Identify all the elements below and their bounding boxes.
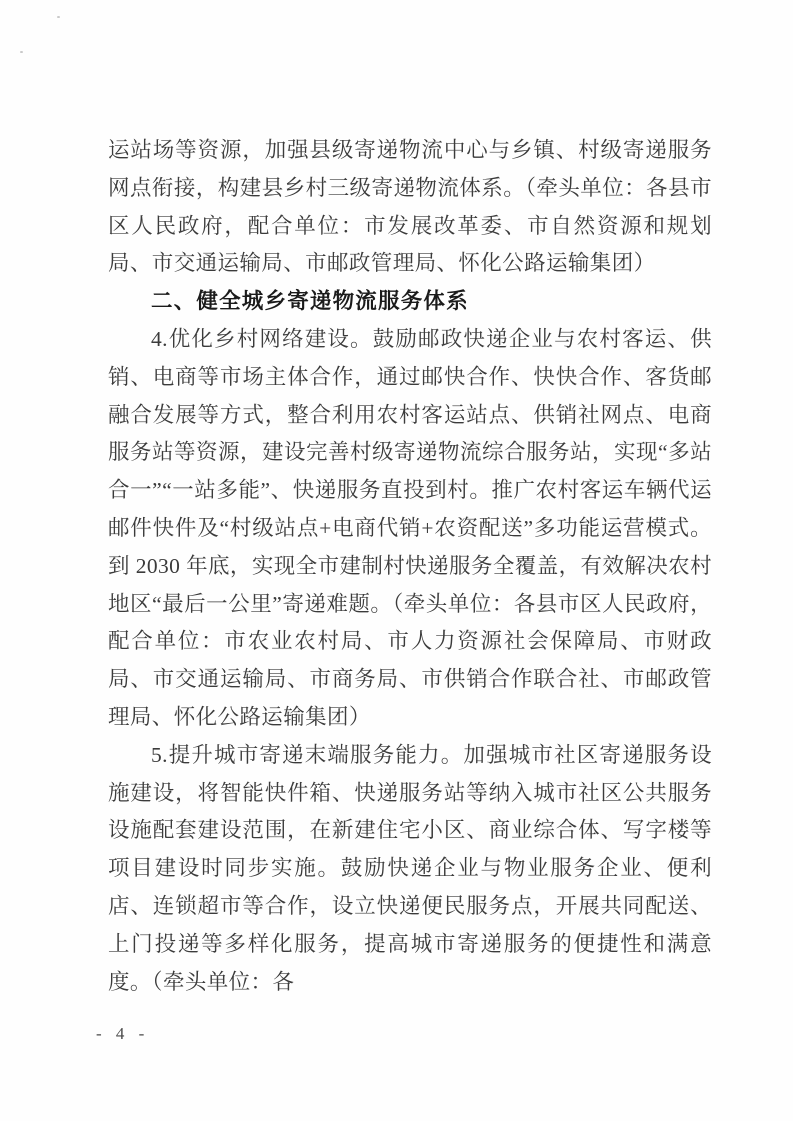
scan-artifact-speck <box>20 51 23 53</box>
paragraph-item-4: 4.优化乡村网络建设。鼓励邮政快递企业与农村客运、供销、电商等市场主体合作，通过邮快合作、快快合作、客货邮融合发展等方式，整合利用农村客运站点、供销社网点、电商服务站等资源，建设完善村级寄递物流综合服务站，实现“多站合一”“一站多能”、快递服务直投到村。推广农村客运车辆代运邮件快件及“村级站点+电商代销+农资配送”多功能运营模式。到 2030 年底，实现全市建制村快递服务全覆盖，有效解决农村地区“最后一公里”寄递难题。（牵头单位：各县市区人民政府，配合单位：市农业农村局、市人力资源社会保障局、市财政局、市交通运输局、市商务局、市供销合作联合社、市邮政管理局、怀化公路运输集团） <box>108 326 712 729</box>
paragraph-item-5: 5.提升城市寄递末端服务能力。加强城市社区寄递服务设施建设，将智能快件箱、快递服务站等纳入城市社区公共服务设施配套建设范围，在新建住宅小区、商业综合体、写字楼等项目建设时同步实施。鼓励快递企业与物业服务企业、便利店、连锁超市等合作，设立快递便民服务点，开展共同配送、上门投递等多样化服务，提高城市寄递服务的便捷性和满意度。（牵头单位：各 <box>108 742 712 994</box>
paragraph-continuation: 运站场等资源，加强县级寄递物流中心与乡镇、村级寄递服务网点衔接，构建县乡村三级寄递物流体系。（牵头单位：各县市区人民政府，配合单位：市发展改革委、市自然资源和规划局、市交通运输局、市邮政管理局、怀化公路运输集团） <box>108 138 712 276</box>
document-body <box>108 132 712 1001</box>
section-heading: 二、健全城乡寄递物流服务体系 <box>151 289 469 314</box>
scan-artifact-speck <box>57 16 60 18</box>
page-number: - 4 - <box>96 1024 150 1043</box>
